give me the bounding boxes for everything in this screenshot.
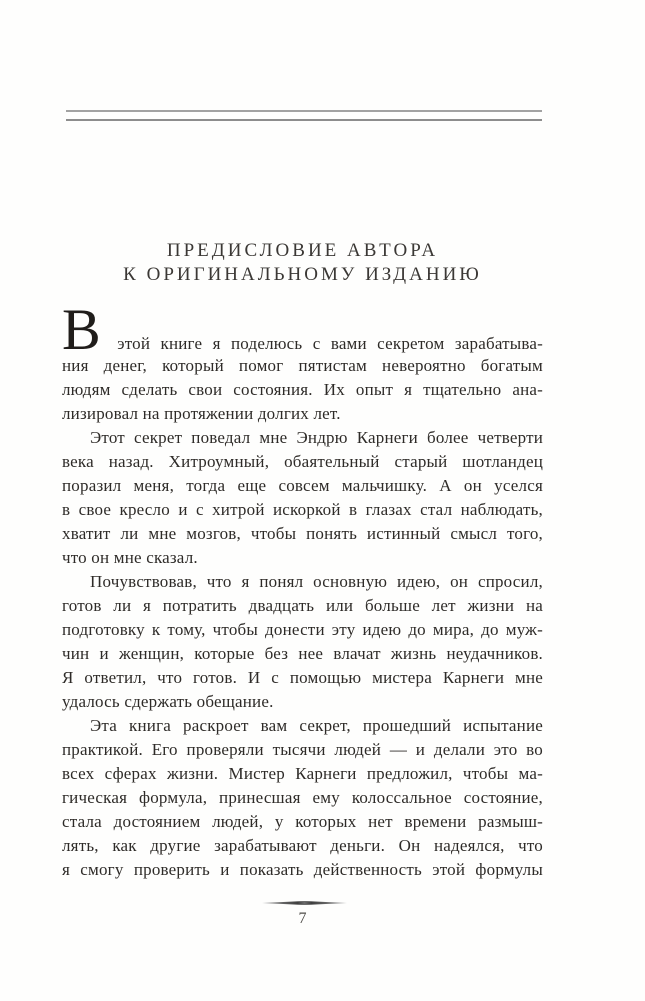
text-line: в свое кресло и с хитрой искоркой в глазах стал наблюдать, (62, 500, 543, 519)
text-line: практикой. Его проверяли тысячи людей — и делали это во (62, 740, 543, 759)
paragraph (62, 570, 543, 714)
chapter-heading (62, 239, 543, 287)
text-line: я смогу проверить и показать действенность этой формулы (62, 860, 543, 879)
chapter-heading-line-1: ПРЕДИСЛОВИЕ АВТОРА (166, 240, 439, 261)
paragraph (62, 426, 543, 570)
text-line: гическая формула, принесшая ему колоссальное состояние, (62, 788, 543, 807)
text-line: что он мне сказал. (62, 548, 198, 567)
text-line: людям сделать свои состояния. Их опыт я тщательно ана- (62, 380, 543, 399)
text-line: чин и женщин, которые без нее влачат жизнь неудачников. (62, 644, 543, 663)
text-line: Эта книга раскроет вам секрет, прошедший испытание (90, 716, 543, 735)
header-double-rule (66, 110, 542, 121)
text-line: лизировал на протяжении долгих лет. (62, 404, 341, 423)
paragraph (62, 714, 543, 882)
text-line: хватит ли мне мозгов, чтобы понять истинный смысл того, (62, 524, 543, 543)
text-line: Этот секрет поведал мне Эндрю Карнеги более четверти (90, 428, 543, 447)
text-line: всех сферах жизни. Мистер Карнеги предложил, чтобы ма- (62, 764, 543, 783)
text-line: лять, как другие зарабатывают деньги. Он надеялся, что (62, 836, 543, 855)
text-line: подготовку к тому, чтобы донести эту идею до мира, до муж- (62, 620, 543, 639)
initial-cap: В (62, 297, 101, 362)
chapter-heading-line-2: К ОРИГИНАЛЬНОМУ ИЗДАНИЮ (123, 264, 482, 285)
paragraph (62, 297, 543, 426)
text-line: удалось сдержать обещание. (62, 692, 274, 711)
text-line: стала достоянием людей, у которых нет времени размыш- (62, 812, 543, 831)
footer-divider (262, 901, 347, 905)
text-line: Почувствовав, что я понял основную идею, он спросил, (90, 572, 543, 591)
page-number: 7 (298, 910, 307, 927)
text-line: века назад. Хитроумный, обаятельный старый шотландец (62, 452, 543, 471)
text-line: ния денег, который помог пятистам невероятно богатым (62, 356, 543, 375)
body-text (62, 297, 543, 882)
text-line: готов ли я потратить двадцать или больше лет жизни на (62, 596, 543, 615)
text-line: В этой книге я поделюсь с вами секретом зарабатыва- (62, 297, 543, 362)
text-line: поразил меня, тогда еще совсем мальчишку. А он уселся (62, 476, 543, 495)
text-line: Я ответил, что готов. И с помощью мистера Карнеги мне (62, 668, 543, 687)
